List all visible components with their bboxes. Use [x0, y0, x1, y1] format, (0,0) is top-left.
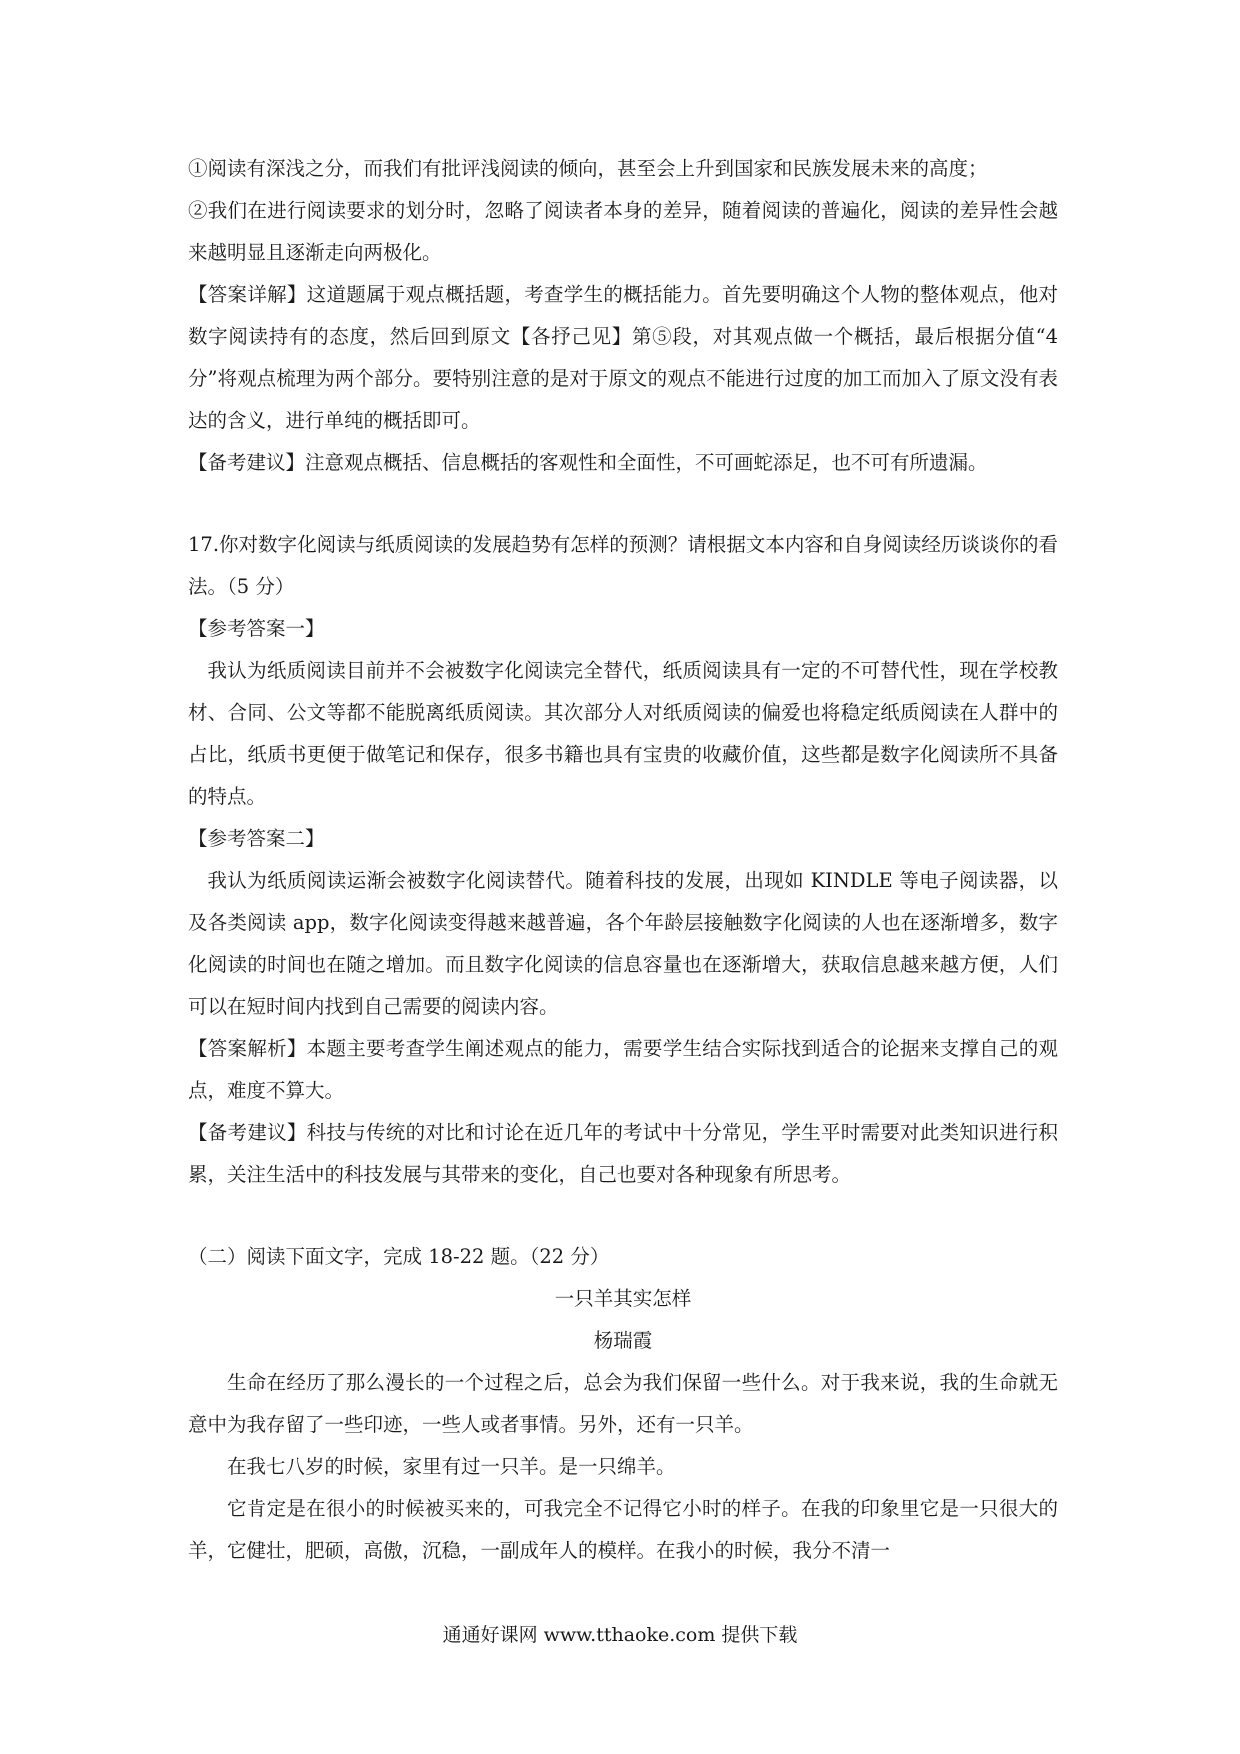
question-17: 17.你对数字化阅读与纸质阅读的发展趋势有怎样的预测？请根据文本内容和自身阅读经历谈谈你的看法。（5 分） [188, 533, 1058, 598]
answer-analysis: 【答案解析】本题主要考查学生阐述观点的能力，需要学生结合实际找到适合的论据来支撑自己的观点，难度不算大。 [188, 1037, 1058, 1102]
article-author: 杨瑞霞 [593, 1329, 653, 1352]
study-advice-2: 【备考建议】科技与传统的对比和讨论在近几年的考试中十分常见，学生平时需要对此类知识进行积累，关注生活中的科技发展与其带来的变化，自己也要对各种现象有所思考。 [188, 1121, 1058, 1186]
paragraph-1: ①阅读有深浅之分，而我们有批评浅阅读的倾向，甚至会上升到国家和民族发展未来的高度； [188, 157, 988, 180]
article-paragraph-1: 生命在经历了那么漫长的一个过程之后，总会为我们保留一些什么。对于我来说，我的生命就无意中为我存留了一些印迹，一些人或者事情。另外，还有一只羊。 [188, 1371, 1058, 1436]
reference-answer-1: 我认为纸质阅读目前并不会被数字化阅读完全替代，纸质阅读具有一定的不可替代性，现在学校教材、合同、公文等都不能脱离纸质阅读。其次部分人对纸质阅读的偏爱也将稳定纸质阅读在人群中的占比，纸质书更便于做笔记和保存，很多书籍也具有宝贵的收藏价值，这些都是数字化阅读所不具备的特点。 [188, 659, 1058, 808]
page-footer: 通通好课网 www.tthaoke.com 提供下载 [442, 1624, 798, 1646]
study-advice-1: 【备考建议】注意观点概括、信息概括的客观性和全面性，不可画蛇添足，也不可有所遗漏。 [188, 451, 988, 474]
reference-answer-2: 我认为纸质阅读运渐会被数字化阅读替代。随着科技的发展，出现如 KINDLE 等电子阅读器，以及各类阅读 app，数字化阅读变得越来越普遍，各个年龄层接触数字化阅读的人也在逐渐增多，数字化阅读的时间也在随之增加。而且数字化阅读的信息容量也在逐渐增大，获取信息越来越方便，人们可以在短时间内找到自己需要的阅读内容。 [188, 869, 1058, 1018]
article-paragraph-3: 它肯定是在很小的时候被买来的，可我完全不记得它小时的样子。在我的印象里它是一只很大的羊，它健壮，肥硕，高傲，沉稳，一副成年人的模样。在我小的时候，我分不清一 [188, 1497, 1058, 1562]
reference-answer-2-label: 【参考答案二】 [188, 827, 325, 850]
paragraph-2: ②我们在进行阅读要求的划分时，忽略了阅读者本身的差异，随着阅读的普遍化，阅读的差异性会越来越明显且逐渐走向两极化。 [188, 199, 1058, 264]
section-2-heading: （二）阅读下面文字，完成 18-22 题。（22 分） [188, 1245, 610, 1268]
answer-detail: 【答案详解】这道题属于观点概括题，考查学生的概括能力。首先要明确这个人物的整体观点，他对数字阅读持有的态度，然后回到原文【各抒己见】第⑤段，对其观点做一个概括，最后根据分值“4 分”将观点梳理为两个部分。要特别注意的是对于原文的观点不能进行过度的加工而加入了原文没有表达的含义，进行单纯的概括即可。 [188, 283, 1058, 432]
article-title: 一只羊其实怎样 [554, 1287, 692, 1310]
spacer [188, 484, 1058, 524]
spacer [188, 1196, 1058, 1236]
document-body [188, 148, 1058, 1572]
reference-answer-1-label: 【参考答案一】 [188, 617, 325, 640]
article-paragraph-2: 在我七八岁的时候，家里有过一只羊。是一只绵羊。 [227, 1455, 676, 1478]
